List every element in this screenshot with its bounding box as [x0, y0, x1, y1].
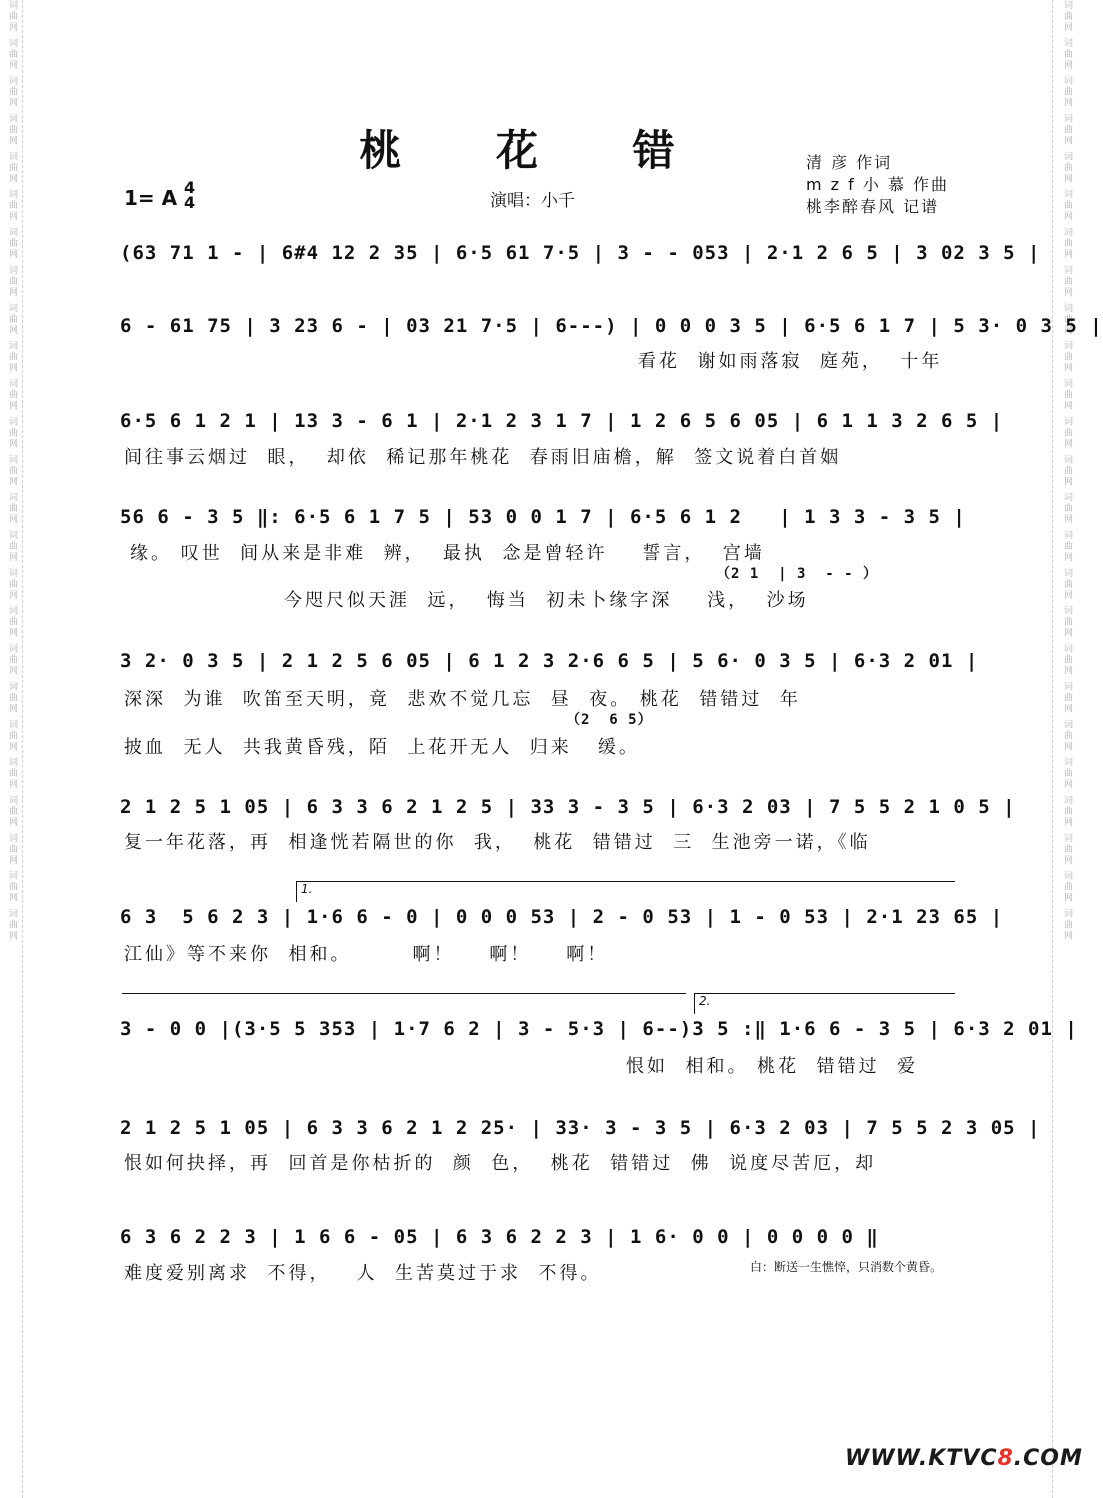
score-row-5-lyric-verse2: 披血 无人 共我黄昏残，陌 上花开无人 归来 缓。: [124, 737, 640, 758]
volta-bracket-1-continued: [122, 993, 686, 1014]
right-margin-watermark: 词曲网 词曲网 词曲网 词曲网 词曲网 词曲网 词曲网 词曲网 词曲网 词曲网 词曲网 词曲网 词曲网 词曲网 词曲网 词曲网 词曲网 词曲网 词曲网 词曲网 词曲网 词曲网 词曲网 词曲网 词曲网: [1062, 0, 1072, 942]
right-dashed-border: [1052, 0, 1053, 1498]
score-row-4-alt-notes: （2 1 | 3 - - ）: [716, 566, 879, 582]
score-row-2-lyric: 看花 谢如雨落寂 庭苑， 十年: [638, 351, 943, 372]
score-row-1-notes: (63 71 1 - | 6#4 12 2 35 | 6·5 61 7·5 | 3 - - 053 | 2·1 2 6 5 | 3 02 3 5 |: [120, 242, 1041, 264]
score-row-5-lyric-verse1: 深深 为谁 吹笛至天明，竟 悲欢不觉几忘 昼 夜。 桃花 错错过 年: [124, 689, 801, 710]
score-row-9-lyric: 恨如何抉择，再 回首是你枯折的 颜 色， 桃花 错错过 佛 说度尽苦厄，却: [124, 1153, 877, 1174]
time-signature: [184, 180, 195, 210]
score-row-7-notes: 6 3 5 6 2 3 | 1·6 6 - 0 | 0 0 0 53 | 2 - 0 53 | 1 - 0 53 | 2·1 23 65 |: [120, 906, 1004, 928]
score-row-7-lyric: 江仙》等不来你 相和。 啊！ 啊！ 啊！: [124, 944, 609, 965]
score-row-2-notes: 6 - 61 75 | 3 23 6 - | 03 21 7·5 | 6---) | 0 0 0 3 5 | 6·5 6 1 7 | 5 3· 0 3 5 |: [120, 315, 1103, 337]
key-signature: 1= A: [124, 186, 178, 210]
score-row-5-alt-notes: （2 6 5）: [566, 712, 653, 728]
score-row-5-notes: 3 2· 0 3 5 | 2 1 2 5 6 05 | 6 1 2 3 2·6 6 5 | 5 6· 0 3 5 | 6·3 2 01 |: [120, 650, 979, 672]
watermark-tail: .COM: [1013, 1446, 1083, 1471]
transcriber-credit: 桃李醉春风 记谱: [806, 197, 940, 216]
credits: [806, 152, 949, 218]
meter-bottom: 4: [184, 193, 196, 212]
composer-credit: m z f 小 慕 作曲: [806, 175, 950, 194]
volta-bracket-2: 2.: [694, 993, 955, 1014]
score-row-3-lyric: 间往事云烟过 眼， 却依 稀记那年桃花 春雨旧庙檐，解 签文说着白首姻: [124, 447, 842, 468]
spoken-dialog: 白：断送一生憔悴，只消数个黄昏。: [750, 1260, 943, 1274]
volta-bracket-1: 1.: [296, 881, 955, 902]
watermark-accent: 8: [997, 1446, 1014, 1471]
score-row-8-notes: 3 - 0 0 |(3·5 5 353 | 1·7 6 2 | 3 - 5·3 | 6--)3 5 :‖ 1·6 6 - 3 5 | 6·3 2 01 |: [120, 1018, 1078, 1040]
score-row-4-lyric-verse2: 今咫尺似天涯 远， 悔当 初未卜缘字深 浅， 沙场: [284, 590, 809, 611]
score-row-3-notes: 6·5 6 1 2 1 | 13 3 - 6 1 | 2·1 2 3 1 7 | 1 2 6 5 6 05 | 6 1 1 3 2 6 5 |: [120, 410, 1004, 432]
lyricist-credit: 清 彦 作词: [806, 153, 893, 172]
watermark-main: WWW.KTVC: [845, 1446, 998, 1471]
left-dashed-border: [22, 0, 23, 1498]
score-row-4-lyric-verse1: 缘。 叹世 间从来是非难 辨， 最执 念是曾轻许 誓言， 宫墙: [130, 543, 765, 564]
score-row-10-lyric: 难度爱别离求 不得， 人 生苦莫过于求 不得。: [124, 1263, 602, 1284]
meter-top: 4: [184, 178, 196, 197]
score-row-6-notes: 2 1 2 5 1 05 | 6 3 3 6 2 1 2 5 | 33 3 - 3 5 | 6·3 2 03 | 7 5 5 2 1 0 5 |: [120, 796, 1016, 818]
score-row-6-lyric: 复一年花落，再 相逢恍若隔世的你 我， 桃花 错错过 三 生池旁一诺，《临: [124, 832, 871, 853]
song-title: 桃 花 错: [359, 126, 715, 175]
singer-label: 演唱：小千: [490, 191, 575, 211]
score-row-10-notes: 6 3 6 2 2 3 | 1 6 6 - 05 | 6 3 6 2 2 3 | 1 6· 0 0 | 0 0 0 0 ‖: [120, 1226, 879, 1248]
score-row-4-notes: 56 6 - 3 5 ‖: 6·5 6 1 7 5 | 53 0 0 1 7 | 6·5 6 1 2 | 1 3 3 - 3 5 |: [120, 506, 966, 528]
score-row-9-notes: 2 1 2 5 1 05 | 6 3 3 6 2 1 2 25· | 33· 3 - 3 5 | 6·3 2 03 | 7 5 5 2 3 05 |: [120, 1117, 1041, 1139]
left-margin-watermark: 词曲网 词曲网 词曲网 词曲网 词曲网 词曲网 词曲网 词曲网 词曲网 词曲网 词曲网 词曲网 词曲网 词曲网 词曲网 词曲网 词曲网 词曲网 词曲网 词曲网 词曲网 词曲网 词曲网 词曲网 词曲网: [7, 0, 17, 942]
score-row-8-lyric: 恨如 相和。 桃花 错错过 爱: [626, 1056, 919, 1077]
site-watermark: [845, 1446, 1083, 1471]
